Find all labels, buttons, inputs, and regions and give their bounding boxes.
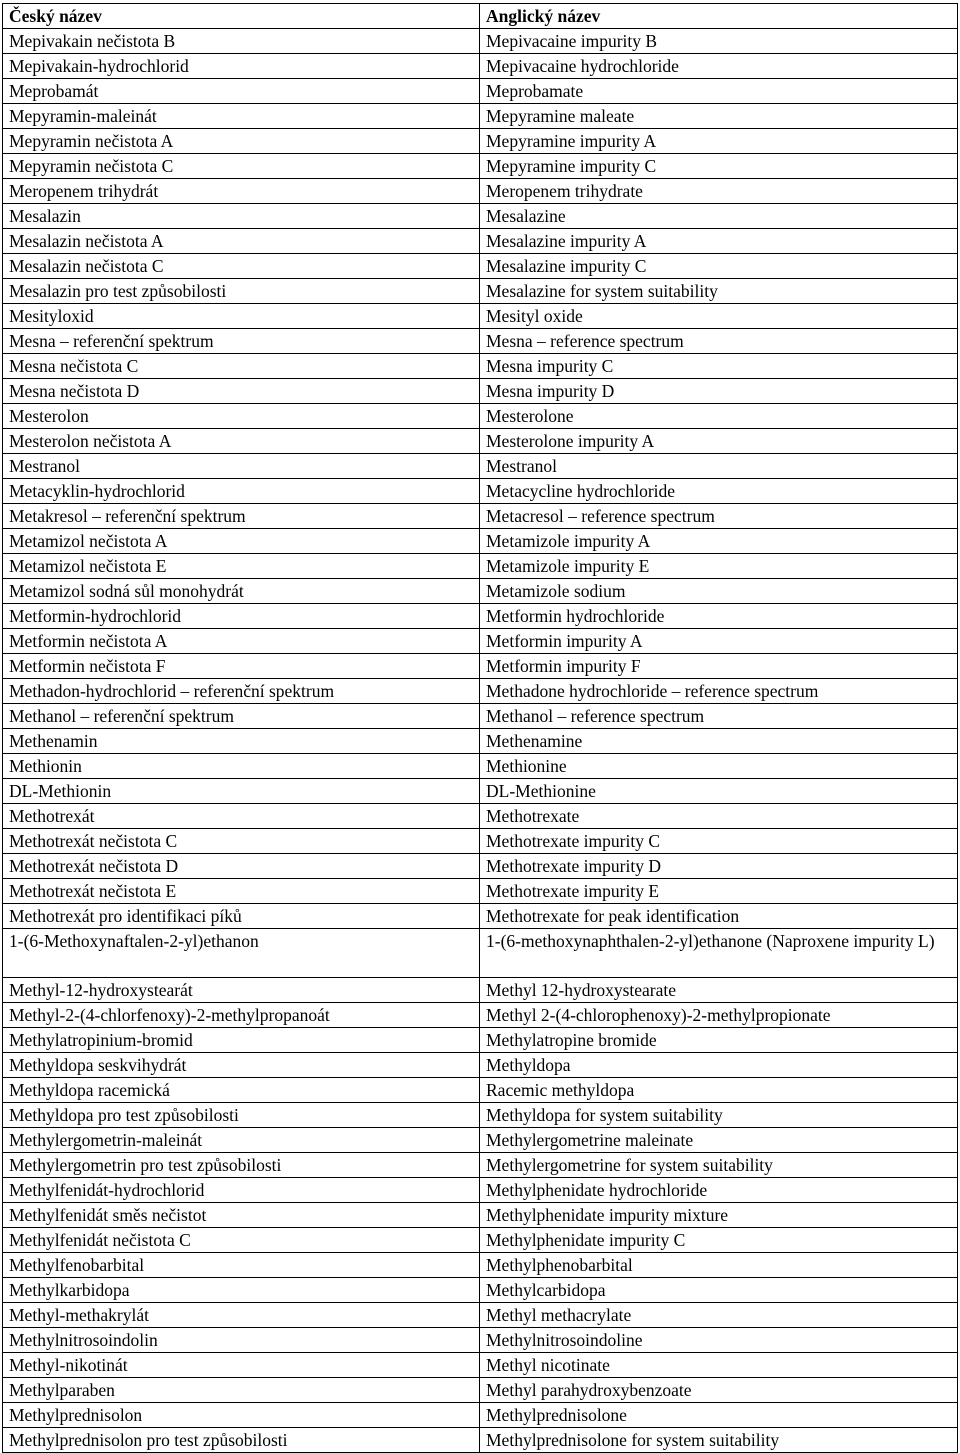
table-row — [3, 1378, 958, 1403]
cell-czech-name: Meprobamát — [3, 79, 480, 104]
cell-czech-name: Methyl-methakrylát — [3, 1303, 480, 1328]
cell-czech-name: Methenamin — [3, 729, 480, 754]
table-row — [3, 504, 958, 529]
cell-english-name: Meropenem trihydrate — [480, 179, 958, 204]
table-row — [3, 104, 958, 129]
cell-english-name: Methotrexate impurity D — [480, 854, 958, 879]
header-row — [3, 4, 958, 29]
cell-english-name: Methenamine — [480, 729, 958, 754]
cell-english-name: Mepivacaine hydrochloride — [480, 54, 958, 79]
cell-czech-name: Methylnitrosoindolin — [3, 1328, 480, 1353]
cell-czech-name: Mesalazin pro test způsobilosti — [3, 279, 480, 304]
cell-czech-name: Methyl-2-(4-chlorfenoxy)-2-methylpropanoát — [3, 1003, 480, 1028]
cell-czech-name: 1-(6-Methoxynaftalen-2-yl)ethanon — [3, 929, 480, 978]
cell-english-name: Metamizole sodium — [480, 579, 958, 604]
cell-czech-name: Mepyramin-maleinát — [3, 104, 480, 129]
cell-czech-name: Methyldopa racemická — [3, 1078, 480, 1103]
table-row — [3, 879, 958, 904]
cell-english-name: Racemic methyldopa — [480, 1078, 958, 1103]
table-row — [3, 704, 958, 729]
cell-czech-name: Methyldopa seskvihydrát — [3, 1053, 480, 1078]
table-row — [3, 529, 958, 554]
cell-czech-name: Mesalazin — [3, 204, 480, 229]
cell-english-name: Methyl methacrylate — [480, 1303, 958, 1328]
cell-czech-name: Methionin — [3, 754, 480, 779]
cell-english-name: Methyl 2-(4-chlorophenoxy)-2-methylpropionate — [480, 1003, 958, 1028]
header-czech-name: Český název — [3, 4, 480, 29]
table-row — [3, 1053, 958, 1078]
table-row — [3, 1203, 958, 1228]
cell-english-name: Methyldopa — [480, 1053, 958, 1078]
cell-czech-name: Metamizol nečistota E — [3, 554, 480, 579]
table-row — [3, 229, 958, 254]
cell-czech-name: Methylprednisolon pro test způsobilosti — [3, 1428, 480, 1453]
cell-english-name: Mepivacaine impurity B — [480, 29, 958, 54]
cell-czech-name: Methylfenidát nečistota C — [3, 1228, 480, 1253]
table-row — [3, 204, 958, 229]
cell-english-name: Mepyramine impurity C — [480, 154, 958, 179]
table-row — [3, 1028, 958, 1053]
cell-english-name: Methotrexate — [480, 804, 958, 829]
table-row — [3, 304, 958, 329]
cell-czech-name: Methyl-12-hydroxystearát — [3, 978, 480, 1003]
cell-english-name: Methionine — [480, 754, 958, 779]
cell-czech-name: Mesalazin nečistota A — [3, 229, 480, 254]
cell-english-name: Methylphenidate hydrochloride — [480, 1178, 958, 1203]
table-row — [3, 454, 958, 479]
table-row — [3, 978, 958, 1003]
cell-english-name: Methylnitrosoindoline — [480, 1328, 958, 1353]
table-row — [3, 1103, 958, 1128]
table-row — [3, 854, 958, 879]
cell-english-name: Methyl 12-hydroxystearate — [480, 978, 958, 1003]
table-row — [3, 1328, 958, 1353]
table-row — [3, 1428, 958, 1453]
table-row — [3, 729, 958, 754]
cell-czech-name: Mesna nečistota D — [3, 379, 480, 404]
cell-czech-name: Methanol – referenční spektrum — [3, 704, 480, 729]
table-row — [3, 279, 958, 304]
cell-english-name: Methylatropine bromide — [480, 1028, 958, 1053]
cell-english-name: Mesalazine for system suitability — [480, 279, 958, 304]
cell-czech-name: Methylparaben — [3, 1378, 480, 1403]
cell-czech-name: Mesterolon — [3, 404, 480, 429]
terminology-table — [2, 3, 958, 1453]
table-row — [3, 179, 958, 204]
table-row — [3, 654, 958, 679]
table-row — [3, 1278, 958, 1303]
cell-english-name: Mestranol — [480, 454, 958, 479]
cell-english-name: Mepyramine impurity A — [480, 129, 958, 154]
cell-czech-name: Mepyramin nečistota A — [3, 129, 480, 154]
table-row — [3, 754, 958, 779]
cell-english-name: Mesityl oxide — [480, 304, 958, 329]
cell-czech-name: Metformin-hydrochlorid — [3, 604, 480, 629]
table-row — [3, 1153, 958, 1178]
cell-english-name: Mesna – reference spectrum — [480, 329, 958, 354]
cell-english-name: Methanol – reference spectrum — [480, 704, 958, 729]
table-row — [3, 929, 958, 978]
cell-english-name: Methylergometrine for system suitability — [480, 1153, 958, 1178]
table-row — [3, 1353, 958, 1378]
table-row — [3, 1228, 958, 1253]
cell-english-name: Mesna impurity D — [480, 379, 958, 404]
cell-english-name: 1-(6-methoxynaphthalen-2-yl)ethanone (Naproxene impurity L) — [480, 929, 958, 978]
cell-czech-name: Methylatropinium-bromid — [3, 1028, 480, 1053]
cell-czech-name: Methylergometrin-maleinát — [3, 1128, 480, 1153]
cell-czech-name: Mesna nečistota C — [3, 354, 480, 379]
cell-english-name: Methylprednisolone for system suitability — [480, 1428, 958, 1453]
cell-english-name: Methotrexate impurity E — [480, 879, 958, 904]
cell-english-name: Methylphenobarbital — [480, 1253, 958, 1278]
cell-czech-name: DL-Methionin — [3, 779, 480, 804]
table-row — [3, 904, 958, 929]
cell-czech-name: Methylergometrin pro test způsobilosti — [3, 1153, 480, 1178]
cell-english-name: Methylergometrine maleinate — [480, 1128, 958, 1153]
cell-english-name: Methadone hydrochloride – reference spectrum — [480, 679, 958, 704]
cell-english-name: DL-Methionine — [480, 779, 958, 804]
table-body — [3, 29, 958, 1453]
cell-english-name: Mesterolone — [480, 404, 958, 429]
cell-english-name: Mesterolone impurity A — [480, 429, 958, 454]
cell-czech-name: Methylfenidát směs nečistot — [3, 1203, 480, 1228]
table-row — [3, 1253, 958, 1278]
cell-english-name: Methyldopa for system suitability — [480, 1103, 958, 1128]
cell-czech-name: Mesityloxid — [3, 304, 480, 329]
table-row — [3, 554, 958, 579]
table-row — [3, 29, 958, 54]
table-row — [3, 479, 958, 504]
cell-english-name: Metformin impurity A — [480, 629, 958, 654]
cell-english-name: Mesalazine — [480, 204, 958, 229]
table-row — [3, 1078, 958, 1103]
table-row — [3, 1178, 958, 1203]
cell-czech-name: Mepyramin nečistota C — [3, 154, 480, 179]
cell-czech-name: Meropenem trihydrát — [3, 179, 480, 204]
table-row — [3, 1303, 958, 1328]
table-row — [3, 604, 958, 629]
table-row — [3, 1403, 958, 1428]
cell-english-name: Mesalazine impurity C — [480, 254, 958, 279]
table-row — [3, 329, 958, 354]
cell-english-name: Methyl nicotinate — [480, 1353, 958, 1378]
cell-english-name: Metformin impurity F — [480, 654, 958, 679]
cell-czech-name: Methylprednisolon — [3, 1403, 480, 1428]
table-row — [3, 429, 958, 454]
cell-czech-name: Mesalazin nečistota C — [3, 254, 480, 279]
table-row — [3, 404, 958, 429]
table-row — [3, 254, 958, 279]
table-row — [3, 79, 958, 104]
cell-czech-name: Mesna – referenční spektrum — [3, 329, 480, 354]
cell-czech-name: Methyl-nikotinát — [3, 1353, 480, 1378]
cell-english-name: Metamizole impurity A — [480, 529, 958, 554]
cell-czech-name: Methyldopa pro test způsobilosti — [3, 1103, 480, 1128]
cell-english-name: Metacycline hydrochloride — [480, 479, 958, 504]
cell-czech-name: Metformin nečistota A — [3, 629, 480, 654]
cell-english-name: Metformin hydrochloride — [480, 604, 958, 629]
table-row — [3, 679, 958, 704]
cell-czech-name: Methadon-hydrochlorid – referenční spektrum — [3, 679, 480, 704]
cell-english-name: Mesalazine impurity A — [480, 229, 958, 254]
cell-czech-name: Metformin nečistota F — [3, 654, 480, 679]
cell-czech-name: Methotrexát pro identifikaci píků — [3, 904, 480, 929]
table-row — [3, 804, 958, 829]
table-row — [3, 354, 958, 379]
cell-czech-name: Mepivakain-hydrochlorid — [3, 54, 480, 79]
cell-czech-name: Mestranol — [3, 454, 480, 479]
cell-english-name: Methotrexate for peak identification — [480, 904, 958, 929]
cell-czech-name: Metamizol nečistota A — [3, 529, 480, 554]
cell-english-name: Methylprednisolone — [480, 1403, 958, 1428]
table-row — [3, 1128, 958, 1153]
cell-english-name: Mesna impurity C — [480, 354, 958, 379]
cell-czech-name: Metamizol sodná sůl monohydrát — [3, 579, 480, 604]
table-header — [3, 4, 958, 29]
table-row — [3, 54, 958, 79]
table-row — [3, 129, 958, 154]
cell-czech-name: Methylfenidát-hydrochlorid — [3, 1178, 480, 1203]
cell-english-name: Methylcarbidopa — [480, 1278, 958, 1303]
table-row — [3, 1003, 958, 1028]
cell-english-name: Methylphenidate impurity mixture — [480, 1203, 958, 1228]
header-english-name: Anglický název — [480, 4, 958, 29]
table-row — [3, 829, 958, 854]
cell-czech-name: Mepivakain nečistota B — [3, 29, 480, 54]
cell-czech-name: Methotrexát — [3, 804, 480, 829]
cell-czech-name: Metakresol – referenční spektrum — [3, 504, 480, 529]
table-row — [3, 629, 958, 654]
table-row — [3, 379, 958, 404]
cell-english-name: Meprobamate — [480, 79, 958, 104]
cell-english-name: Methotrexate impurity C — [480, 829, 958, 854]
table-row — [3, 154, 958, 179]
cell-czech-name: Methylkarbidopa — [3, 1278, 480, 1303]
cell-english-name: Metacresol – reference spectrum — [480, 504, 958, 529]
cell-czech-name: Metacyklin-hydrochlorid — [3, 479, 480, 504]
cell-english-name: Metamizole impurity E — [480, 554, 958, 579]
cell-czech-name: Methotrexát nečistota E — [3, 879, 480, 904]
cell-czech-name: Methylfenobarbital — [3, 1253, 480, 1278]
table-row — [3, 779, 958, 804]
cell-english-name: Methyl parahydroxybenzoate — [480, 1378, 958, 1403]
cell-czech-name: Methotrexát nečistota C — [3, 829, 480, 854]
cell-czech-name: Mesterolon nečistota A — [3, 429, 480, 454]
cell-english-name: Methylphenidate impurity C — [480, 1228, 958, 1253]
cell-english-name: Mepyramine maleate — [480, 104, 958, 129]
cell-czech-name: Methotrexát nečistota D — [3, 854, 480, 879]
table-row — [3, 579, 958, 604]
